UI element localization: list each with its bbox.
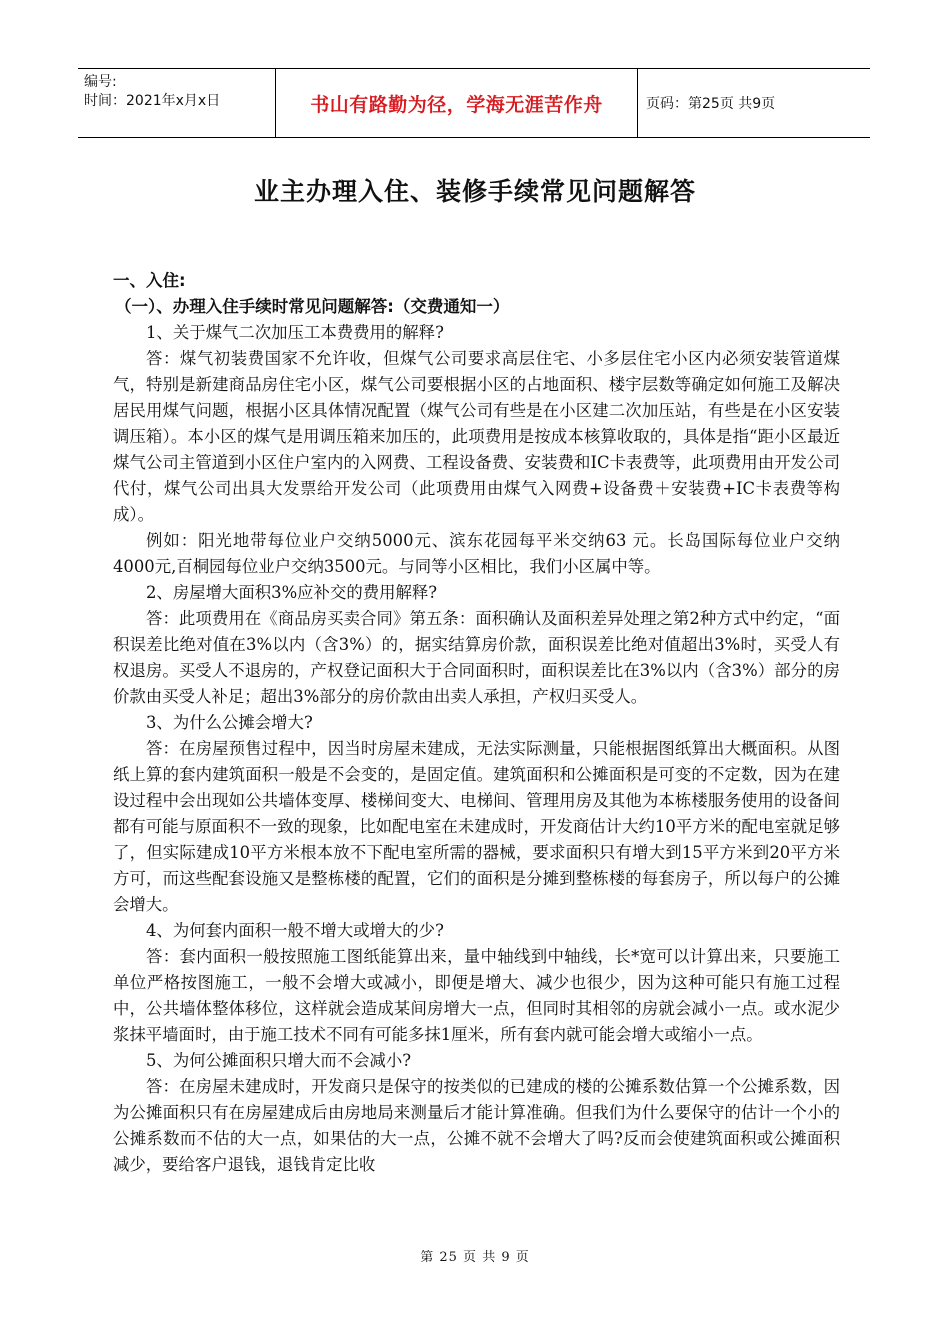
answer-1-example: 例如：阳光地带每位业户交纳5000元、滨东花园每平米交纳63 元。长岛国际每位业户交纳4000元,百桐园每位业户交纳3500元。与同等小区相比，我们小区属中等。 [113,531,840,576]
answer-2: 答：此项费用在《商品房买卖合同》第五条：面积确认及面积差异处理之第2种方式中约定，“面积误差比绝对值在3%以内（含3%）的，据实结算房价款，面积误差比绝对值超出3%时，买受人有权退房。买受人不退房的，产权登记面积大于合同面积时，面积误差比在3%以内（含3%）部分的房价款由买受人补足；超出3%部分的房价款由出卖人承担，产权归买受人。 [113,609,840,706]
question-1: 1、关于煤气二次加压工本费费用的解释? [146,323,444,342]
question-4: 4、为何套内面积一般不增大或增大的少? [146,921,444,940]
question-5: 5、为何公摊面积只增大而不会减小? [146,1051,412,1070]
answer-4: 答：套内面积一般按照施工图纸能算出来，量中轴线到中轴线，长*宽可以计算出来，只要施工单位严格按图施工，一般不会增大或减小，即便是增大、减少也很少，因为这种可能只有施工过程中，公共墙体整体移位，这样就会造成某间房增大一点，但同时其相邻的房就会减小一点。或水泥少浆抹平墙面时，由于施工技术不同有可能多抹1厘米，所有套内就可能会增大或缩小一点。 [113,947,840,1044]
header-page-info [638,69,870,137]
number-label: 编号: [84,74,117,90]
answer-3: 答：在房屋预售过程中，因当时房屋未建成，无法实际测量，只能根据图纸算出大概面积。从图纸上算的套内建筑面积一般是不会变的，是固定值。建筑面积和公摊面积是可变的不定数，因为在建设过程中会出现如公共墙体变厚、楼梯间变大、电梯间、管理用房及其他为本栋楼服务使用的设备间都有可能与原面积不一致的现象，比如配电室在未建成时，开发商估计大约10平方米的配电室就足够了，但实际建成10平方米根本放不下配电室所需的器械，要求面积只有增大到15平方米到20平方米方可，而这些配套设施又是整栋楼的配置，它们的面积是分摊到整栋楼的每套房子，所以每户的公摊会增大。 [113,739,840,914]
motto: 书山有路勤为径，学海无涯苦作舟 [310,93,603,116]
header-motto-cell [276,69,638,137]
subsection-heading: （一）、办理入住手续时常见问题解答:（交费通知一） [115,297,510,316]
question-3: 3、为什么公摊会增大? [146,713,313,732]
document-body [113,268,840,1178]
document-title: 业主办理入住、装修手续常见问题解答 [253,177,696,206]
question-2: 2、房屋增大面积3%应补交的费用解释? [146,583,438,602]
page-header [78,68,870,138]
page-footer: 第 25 页 共 9 页 [420,1250,530,1265]
time-label: 时间：2021年x月x日 [84,93,221,109]
page-info: 页码：第25页 共9页 [646,96,776,112]
header-meta [78,69,276,137]
section-heading: 一、入住: [113,271,186,290]
answer-5: 答：在房屋未建成时，开发商只是保守的按类似的已建成的楼的公摊系数估算一个公摊系数，因为公摊面积只有在房屋建成后由房地局来测量后才能计算准确。但我们为什么要保守的估计一个小的公摊系数而不估的大一点，如果估的大一点，公摊不就不会增大了吗?反而会使建筑面积或公摊面积减少，要给客户退钱，退钱肯定比收 [113,1077,840,1174]
answer-1: 答：煤气初装费国家不允许收，但煤气公司要求高层住宅、小多层住宅小区内必须安装管道煤气，特别是新建商品房住宅小区，煤气公司要根据小区的占地面积、楼宇层数等确定如何施工及解决居民用煤气问题，根据小区具体情况配置（煤气公司有些是在小区建二次加压站，有些是在小区安装调压箱）。本小区的煤气是用调压箱来加压的，此项费用是按成本核算收取的，具体是指“距小区最近煤气公司主管道到小区住户室内的入网费、工程设备费、安装费和IC卡表费等，此项费用由开发公司代付，煤气公司出具大发票给开发公司（此项费用由煤气入网费+设备费＋安装费+IC卡表费等构成）。 [113,349,840,524]
